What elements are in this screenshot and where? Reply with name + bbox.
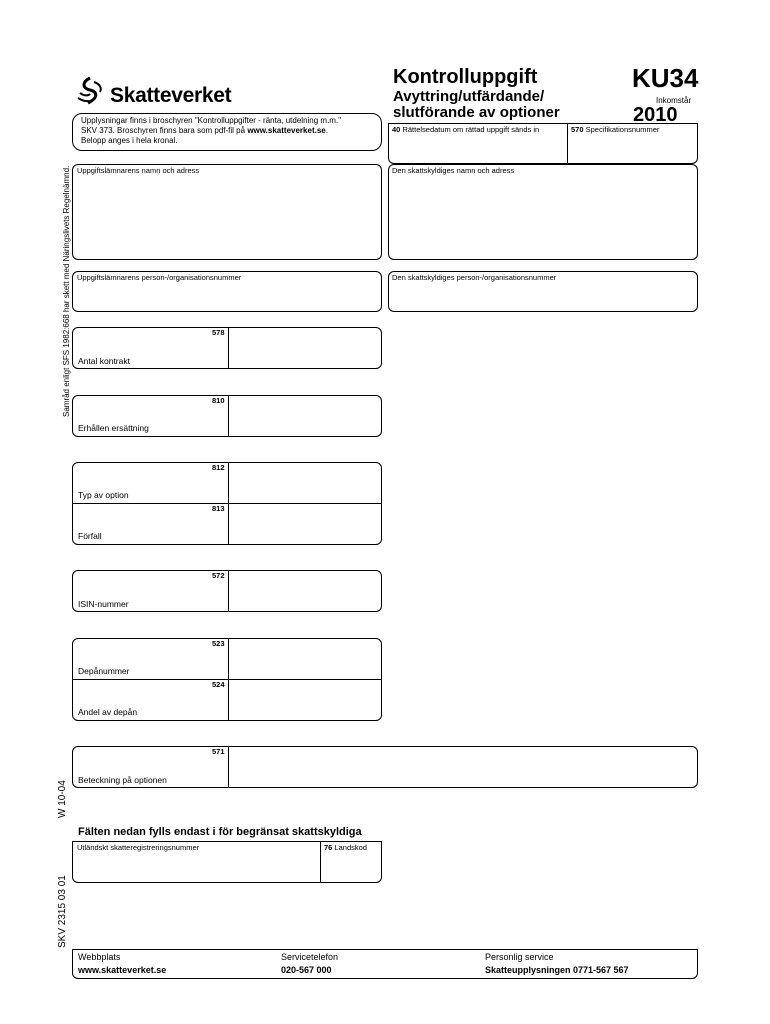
field-572-label: ISIN-nummer [78, 599, 129, 609]
field-40-label: 40 Rättelsedatum om rättad uppgift sänds in [392, 125, 540, 134]
taxpayer-name-box[interactable] [388, 164, 698, 260]
info-line-1: Upplysningar finns i broschyren "Kontrolluppgifter - ränta, utdelning m.m." [81, 116, 342, 125]
form-code: KU34 [632, 63, 699, 93]
field-578-code: 578 [212, 328, 225, 337]
version-code: W 10-04 [57, 780, 68, 818]
field-524-input[interactable] [229, 680, 380, 720]
taxpayer-name-label: Den skattskyldiges namn och adress [392, 166, 515, 175]
field-578-label: Antal kontrakt [78, 356, 130, 366]
field-810-label: Erhållen ersättning [78, 423, 149, 433]
field-812-label: Typ av option [78, 490, 129, 500]
taxpayer-id-label: Den skattskyldiges person-/organisationsnummer [392, 273, 557, 282]
form-subtitle-line2: slutförande av optioner [393, 104, 560, 121]
footer-personal-label: Personlig service [485, 952, 554, 962]
samrad-note: Samråd enligt SFS 1982:668 har skett med Näringslivets Regelnämnd. [62, 165, 71, 417]
field-76-label: 76 Landskod [324, 843, 367, 852]
field-523-input[interactable] [229, 639, 380, 678]
income-year: 2010 [633, 104, 678, 126]
issuer-name-box[interactable] [72, 164, 382, 260]
field-570-input[interactable] [569, 136, 696, 162]
field-572-input[interactable] [229, 571, 380, 611]
field-524-label: Andel av depån [78, 707, 138, 717]
field-76-input[interactable] [322, 854, 380, 881]
field-813-code: 813 [212, 504, 225, 513]
limited-section-title: Fälten nedan fylls endast i för begränsat skattskyldiga [78, 826, 362, 838]
field-571-label: Beteckning på optionen [78, 775, 167, 785]
info-line-2-end: . [325, 126, 328, 135]
field-40-input[interactable] [390, 136, 565, 162]
foreign-tin-label: Utländskt skatteregistreringsnummer [77, 843, 200, 852]
field-523-code: 523 [212, 639, 225, 648]
issuer-name-label: Uppgiftslämnarens namn och adress [77, 166, 200, 175]
info-line-3: Belopp anges i hela kronal. [81, 136, 178, 145]
field-571-code: 571 [212, 747, 225, 756]
field-810-code: 810 [212, 396, 225, 405]
field-813-label: Förfall [78, 531, 102, 541]
foreign-tin-input[interactable] [74, 854, 318, 881]
brand-name: Skatteverket [110, 84, 232, 107]
field-812-input[interactable] [229, 463, 380, 502]
year-label: Inkomstår [656, 96, 692, 105]
field-570-label: 570 Specifikationsnummer [571, 125, 660, 134]
issuer-id-label: Uppgiftslämnarens person-/organisationsnummer [77, 273, 242, 282]
field-810-input[interactable] [229, 396, 380, 436]
field-524-code: 524 [212, 680, 225, 689]
field-523-label: Depånummer [78, 666, 130, 676]
footer-personal-value: Skatteupplysningen 0771-567 567 [485, 965, 629, 975]
footer-web-label: Webbplats [78, 952, 121, 962]
form-title: Kontrolluppgift [393, 66, 538, 88]
info-line-2-text: SKV 373. Broschyren finns bara som pdf-fil på [81, 126, 248, 135]
skatteverket-logo-icon [76, 76, 108, 106]
field-578-input[interactable] [229, 328, 380, 368]
field-812-code: 812 [212, 463, 225, 472]
field-572-code: 572 [212, 571, 225, 580]
info-text [81, 116, 341, 146]
field-571-input[interactable] [229, 747, 696, 787]
field-813-input[interactable] [229, 504, 380, 544]
form-id: SKV 2315 03 01 [57, 875, 68, 948]
form-subtitle-line1: Avyttring/utfärdande/ [393, 88, 545, 105]
info-line-2 [81, 126, 341, 136]
footer-phone-label: Servicetelefon [281, 952, 339, 962]
footer-phone-value: 020-567 000 [281, 965, 332, 975]
info-link[interactable]: www.skatteverket.se [247, 126, 326, 135]
footer-web-link[interactable]: www.skatteverket.se [78, 965, 167, 975]
